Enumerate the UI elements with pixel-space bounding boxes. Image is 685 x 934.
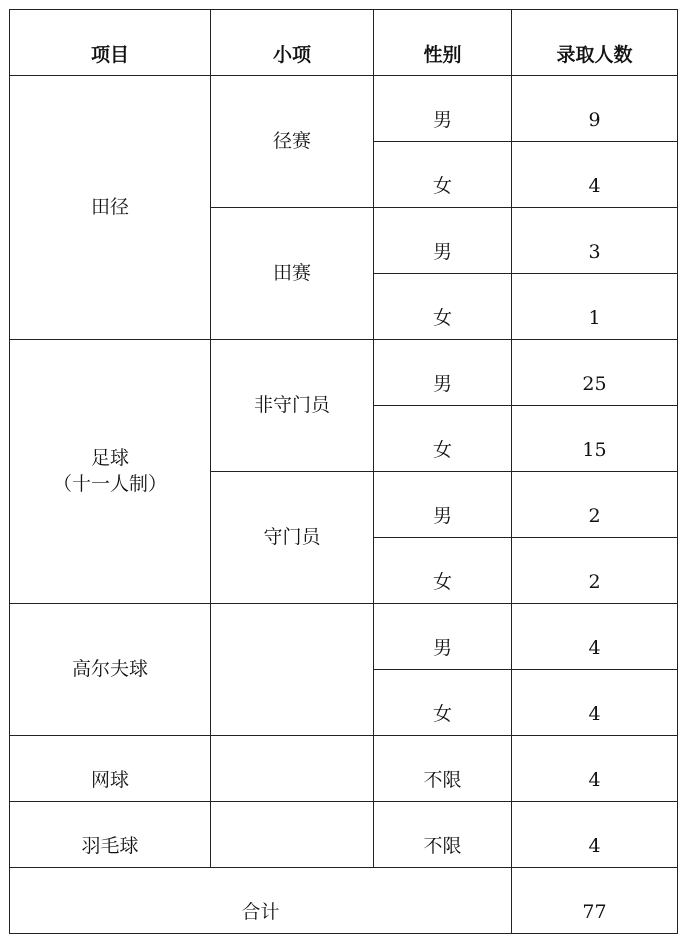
header-event: 项目 (10, 10, 211, 76)
sub-event-field: 田赛 (211, 208, 374, 340)
count-cell: 2 (512, 472, 678, 538)
header-sub-event: 小项 (211, 10, 374, 76)
count-cell: 4 (512, 604, 678, 670)
header-row (10, 10, 678, 76)
count-cell: 3 (512, 208, 678, 274)
header-gender: 性别 (374, 10, 512, 76)
header-admitted: 录取人数 (512, 10, 678, 76)
count-cell: 1 (512, 274, 678, 340)
gender-cell: 女 (374, 406, 512, 472)
table-row (10, 340, 678, 406)
count-cell: 4 (512, 736, 678, 802)
gender-cell: 女 (374, 670, 512, 736)
gender-cell: 不限 (374, 736, 512, 802)
count-cell: 15 (512, 406, 678, 472)
sub-event-track: 径赛 (211, 76, 374, 208)
gender-cell: 女 (374, 538, 512, 604)
total-label: 合计 (10, 868, 512, 934)
count-cell: 4 (512, 670, 678, 736)
sub-event-empty (211, 736, 374, 802)
gender-cell: 不限 (374, 802, 512, 868)
event-tennis: 网球 (10, 736, 211, 802)
table-row (10, 802, 678, 868)
count-cell: 9 (512, 76, 678, 142)
count-cell: 4 (512, 142, 678, 208)
event-badminton: 羽毛球 (10, 802, 211, 868)
admissions-table (9, 9, 678, 934)
event-football-line2: （十一人制） (52, 472, 167, 495)
gender-cell: 女 (374, 142, 512, 208)
count-cell: 2 (512, 538, 678, 604)
count-cell: 4 (512, 802, 678, 868)
event-athletics: 田径 (10, 76, 211, 340)
event-golf: 高尔夫球 (10, 604, 211, 736)
gender-cell: 男 (374, 208, 512, 274)
sub-event-empty (211, 604, 374, 736)
gender-cell: 男 (374, 340, 512, 406)
gender-cell: 男 (374, 472, 512, 538)
table-row (10, 736, 678, 802)
total-count: 77 (512, 868, 678, 934)
gender-cell: 男 (374, 604, 512, 670)
event-football (10, 340, 211, 604)
table-row (10, 76, 678, 142)
total-row (10, 868, 678, 934)
gender-cell: 女 (374, 274, 512, 340)
count-cell: 25 (512, 340, 678, 406)
sub-event-non-goalkeeper: 非守门员 (211, 340, 374, 472)
sub-event-empty (211, 802, 374, 868)
table-row (10, 604, 678, 670)
event-football-line1: 足球 (90, 446, 129, 469)
sub-event-goalkeeper: 守门员 (211, 472, 374, 604)
gender-cell: 男 (374, 76, 512, 142)
